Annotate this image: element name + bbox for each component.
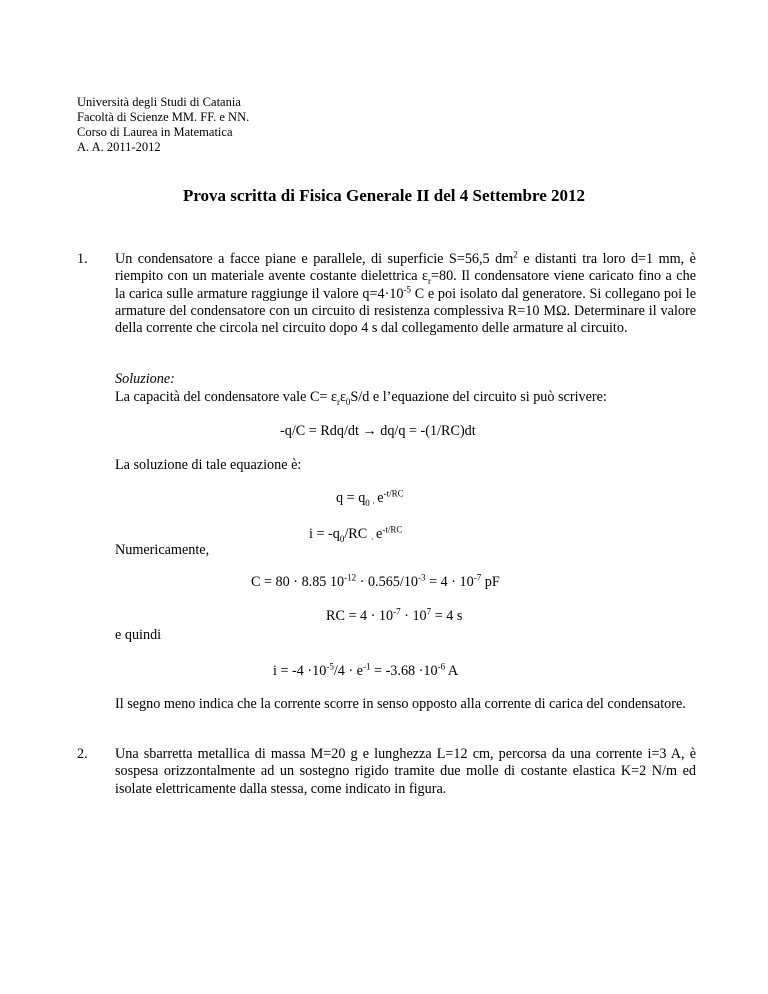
eq6-sup2: -1 xyxy=(362,661,371,672)
equation-current xyxy=(309,526,402,543)
eq5-text-c: = 4 s xyxy=(431,608,463,624)
solution-capacity-line xyxy=(115,389,607,406)
problem-1-sup-a: 2 xyxy=(513,249,518,260)
eq4-text-d: pF xyxy=(481,574,500,590)
problem-1-text-c: =80. Il condensatore viene caricato fino a che la carica sulle armature raggiunge il valore q=4·10 xyxy=(115,268,696,302)
eq2-text-b: e xyxy=(377,490,384,506)
eq6-text-c: = -3.68 ·10 xyxy=(370,663,438,679)
eq2-text-a: q = q xyxy=(336,490,366,506)
problem-2-number: 2. xyxy=(77,746,88,762)
exam-title: Prova scritta di Fisica Generale II del 4 Settembre 2012 xyxy=(182,186,586,205)
eq3-text-a: i = -q xyxy=(309,526,340,542)
header-university: Università degli Studi di Catania xyxy=(77,95,241,109)
eq4-sup3: -7 xyxy=(473,572,482,583)
solution-label: Soluzione: xyxy=(115,371,175,387)
eq2-sup: -t/RC xyxy=(383,488,404,499)
header-course: Corso di Laurea in Matematica xyxy=(77,125,233,139)
eq5-text-a: RC = 4 · 10 xyxy=(326,608,394,624)
eq5-sup2: 7 xyxy=(426,606,432,617)
equation-charge xyxy=(336,490,404,507)
eq3-sub: 0 xyxy=(339,533,345,544)
eq4-sup1: -12 xyxy=(344,572,357,583)
eq3-sup: -t/RC xyxy=(382,524,403,535)
problem-1-sub-b: r xyxy=(428,276,431,287)
numeric-label: Numericamente, xyxy=(115,542,210,558)
eq2-sub: 0 · xyxy=(365,497,378,508)
cap-sub-0: 0 xyxy=(345,396,351,407)
eq6-text-b: /4 · e xyxy=(333,663,363,679)
header-academic-year: A. A. 2011-2012 xyxy=(77,140,161,154)
cap-text-c: S/d e l’equazione del circuito si può scrivere: xyxy=(350,389,607,405)
eq5-sup1: -7 xyxy=(393,606,401,617)
eq6-text-a: i = -4 ·10 xyxy=(273,663,327,679)
equation-circuit: -q/C = Rdq/dt → dq/q = -(1/RC)dt xyxy=(280,423,476,439)
university-header xyxy=(77,95,249,155)
eq3-text-c: e xyxy=(376,526,383,542)
eq4-text-c: = 4 · 10 xyxy=(425,574,474,590)
problem-1-sup-c: -5 xyxy=(403,283,411,294)
eq4-text-a: C = 80 · 8.85 10 xyxy=(251,574,345,590)
equation-current-value xyxy=(273,663,458,680)
eq6-sup1: -5 xyxy=(326,661,334,672)
problem-1-text-b: e distanti tra loro d=1 mm, è riempito con un materiale avente costante dielettrica ε xyxy=(115,251,696,285)
eq6-text-d: A xyxy=(445,663,459,679)
equation-time-constant xyxy=(326,608,462,625)
equation-capacity-value xyxy=(251,574,500,591)
eq5-text-b: · 10 xyxy=(400,608,427,624)
problem-1-number: 1. xyxy=(77,251,88,267)
cap-sub-r: r xyxy=(336,396,340,407)
problem-2-text: Una sbarretta metallica di massa M=20 g e lunghezza L=12 cm, percorsa da una corrente i=3 A, è sospesa orizzontalmente ad un sostegno rigido tramite due molle di costante elastica K=2 N/m ed isolate elettricamente dalla stessa, come indicato in figura. xyxy=(115,746,696,797)
eq3-text-b: /RC xyxy=(344,526,371,542)
eq6-sup3: -6 xyxy=(437,661,446,672)
problem-1-text xyxy=(115,251,696,337)
solution-note: Il segno meno indica che la corrente scorre in senso opposto alla corrente di carica del condensatore. xyxy=(115,696,686,712)
eq4-sup2: -3 xyxy=(418,572,426,583)
cap-text-b: ε xyxy=(339,389,346,405)
cap-text-a: La capacità del condensatore vale C= ε xyxy=(115,389,337,405)
eq4-text-b: · 0.565/10 xyxy=(356,574,419,590)
problem-1-text-d: C e poi isolato dal generatore. Si collegano poi le armature del condensatore con un circuito di resistenza complessiva R=10 MΩ. Determinare il valore della corrente che circola nel circuito dopo 4 s dal collegamento delle armature al circuito. xyxy=(115,285,696,337)
eq3-dot: · xyxy=(370,533,377,544)
problem-1-text-a: Un condensatore a facce piane e parallele, di superficie S=56,5 dm xyxy=(115,251,514,267)
header-faculty: Facoltà di Scienze MM. FF. e NN. xyxy=(77,110,250,124)
solution-intro: La soluzione di tale equazione è: xyxy=(115,457,302,473)
quindi-label: e quindi xyxy=(115,627,162,643)
